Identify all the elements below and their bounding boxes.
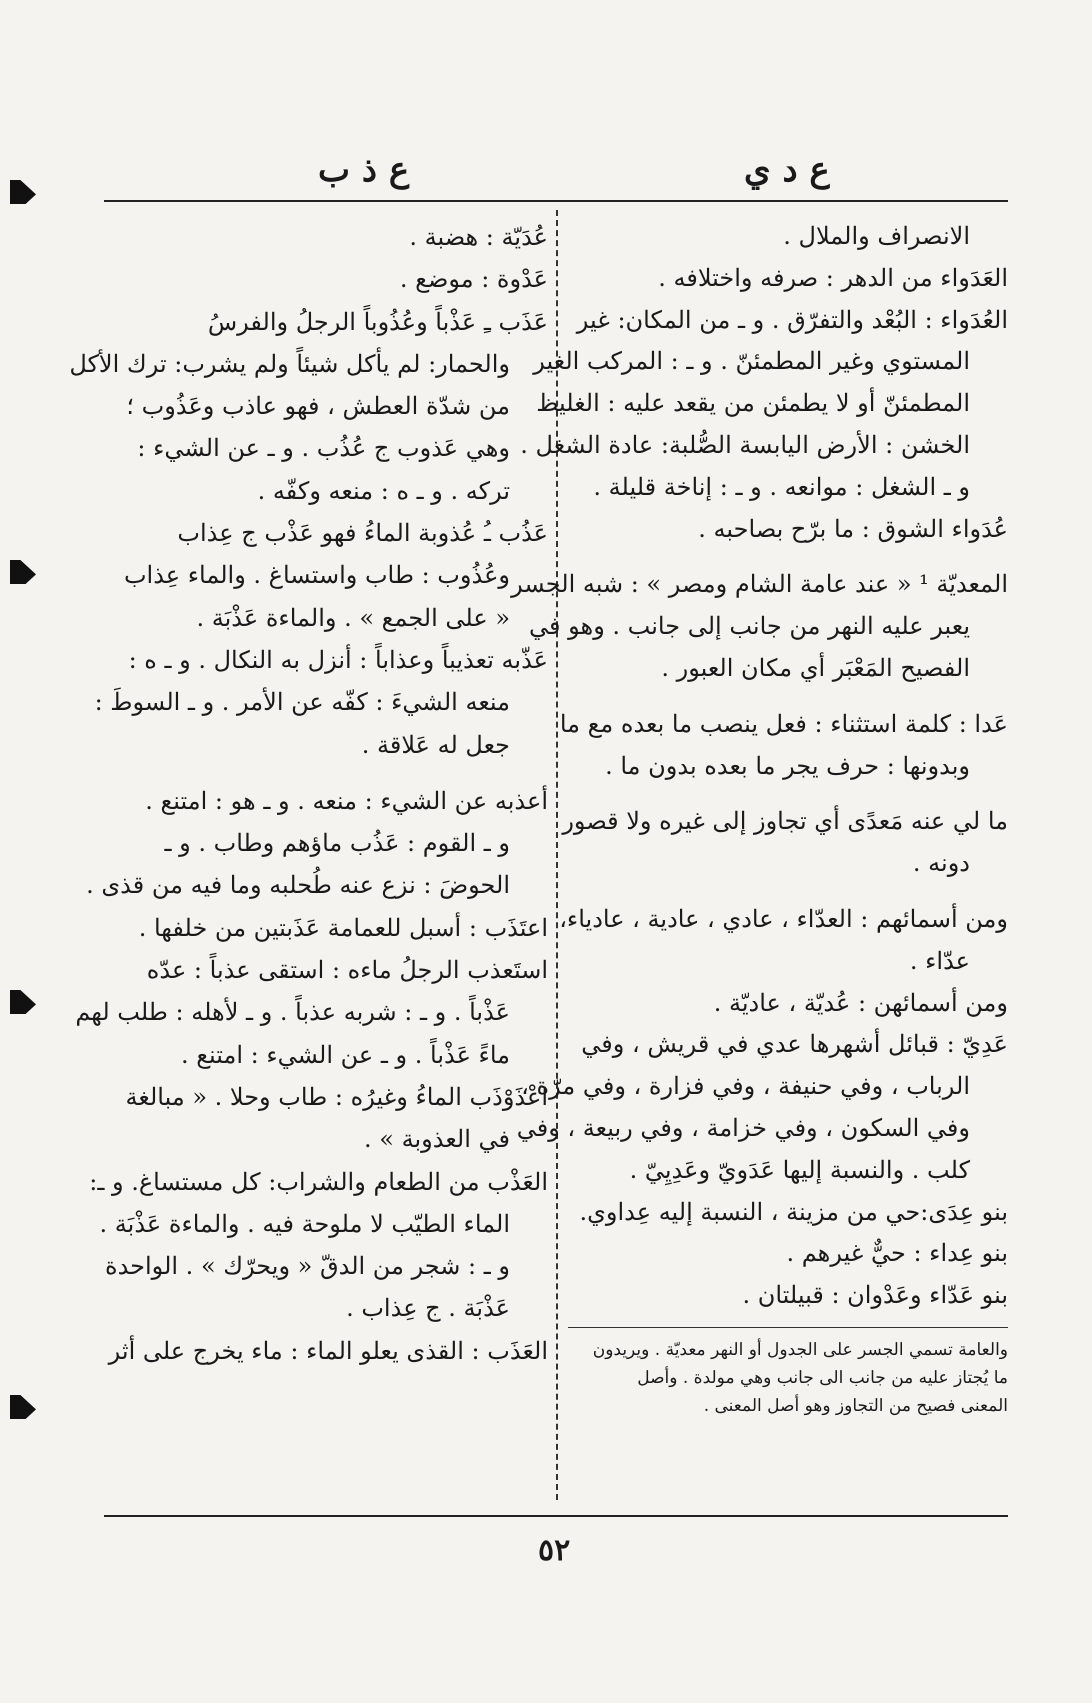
text-line: وعُذُوب : طاب واستساغ . والماء عِذاب (123, 561, 510, 590)
text-line: جعل له عَلاقة . (361, 730, 510, 759)
left-column (69, 216, 548, 1372)
text-line: المستوي وغير المطمئنّ . و ـ : المركب الغير (533, 347, 970, 376)
header-rule (104, 200, 1008, 202)
pointing-hand-icon (10, 990, 36, 1014)
text-line: يعبر عليه النهر من جانب إلى جانب . وهو في (529, 612, 970, 641)
text-line: العَذْب من الطعام والشراب: كل مستساغ. و ـ: (89, 1167, 548, 1196)
text-line: المطمئنّ أو لا يطمئن من يقعد عليه : الغليظ (536, 389, 970, 418)
text-line: عُدَيّة : هضبة . (409, 223, 548, 251)
text-line: عَدِيّ : قبائل أشهرها عدي في قريش ، وفي (581, 1030, 1008, 1059)
pointing-hand-icon (10, 560, 36, 584)
footer-rule (104, 1515, 1008, 1517)
text-line: منعه الشيءَ : كفّه عن الأمر . و ـ السوطَ : (94, 688, 510, 717)
page-number: ٥٢ (538, 1533, 571, 1568)
text-line: ومن أسمائهم : العدّاء ، عادي ، عادية ، عادياء، (559, 904, 1008, 933)
text-line: بنو عَدّاء وعَدْوان : قبيلتان . (742, 1281, 1008, 1310)
text-line: الماء الطيّب لا ملوحة فيه . والماءة عَذْبَة . (99, 1209, 510, 1238)
text-line: عدّاء . (909, 946, 970, 975)
paragraph-gap (104, 766, 548, 780)
text-line: و ـ : شجر من الدقّ « ويحرّك » . الواحدة (105, 1252, 510, 1281)
text-line: ماءً عَذْباً . و ـ عن الشيء : امتنع . (180, 1040, 510, 1069)
text-line: الانصراف والملال . (783, 222, 970, 250)
text-line: عُدَواء الشوق : ما برّح بصاحبه . (698, 514, 1008, 543)
text-line: وفي السكون ، وفي خزامة ، وفي ربيعة ، وفي (516, 1113, 970, 1142)
text-line: عَذَب ـِ عَذْباً وعُذُوباً الرجلُ والفرسُ (207, 307, 548, 336)
text-line: بنو عِدَى:حي من مزينة ، النسبة إليه عِداوي. (579, 1197, 1008, 1226)
text-line: اعتَذَب : أسبل للعمامة عَذَبتين من خلفها . (138, 913, 548, 942)
text-line: في العذوبة » . (364, 1125, 510, 1154)
text-line: عَذْبَة . ج عِذاب . (346, 1294, 510, 1323)
text-line: تركه . و ـ ه : منعه وكفّه . (257, 476, 510, 505)
pointing-hand-icon (10, 180, 36, 204)
text-line: والحمار: لم يأكل شيئاً ولم يشرب: ترك الأكل (69, 349, 510, 378)
text-line: عَذّبه تعذيباً وعذاباً : أنزل به النكال . و ـ ه : (128, 645, 548, 674)
text-line: عَذُب ـُ عُذوبة الماءُ فهو عَذْب ج عِذاب (177, 519, 548, 548)
paragraph-gap (568, 690, 1008, 704)
text-line: ومن أسمائهن : عُديّة ، عاديّة . (713, 988, 1008, 1017)
text-line: ما لي عنه مَعدًى أي تجاوز إلى غيره ولا قصور (562, 807, 1008, 836)
text-line: كلب . والنسبة إليها عَدَويّ وعَدِيِيّ . (629, 1155, 970, 1184)
text-line: المعديّة ¹ « عند عامة الشام ومصر » : شبه الجسر (511, 570, 1008, 599)
left-running-head: ع ذ ب (318, 150, 410, 190)
footnote-line: ما يُجتاز عليه من جانب الى جانب وهي مولدة . وأصل (637, 1367, 1008, 1388)
text-line: الرباب ، وفي حنيفة ، وفي فزارة ، وفي مرّة ، (521, 1072, 970, 1101)
text-line: الخشن : الأرض اليابسة الصُّلبة: عادة الشغل . (520, 430, 970, 459)
pointing-hand-icon (10, 1395, 36, 1419)
text-line: العُدَواء : البُعْد والتفرّق . و ـ من المكان: غير (576, 305, 1008, 334)
text-line: « على الجمع » . والماءة عَذْبَة . (196, 603, 510, 632)
text-line: دونه . (912, 849, 970, 878)
text-line: و ـ الشغل : موانعه . و ـ : إناخة قليلة . (593, 472, 970, 501)
paragraph-gap (568, 787, 1008, 801)
text-line: الحوضَ : نزع عنه طُحلبه وما فيه من قذى . (86, 871, 510, 900)
footnote-line: والعامة تسمي الجسر على الجدول أو النهر معديّة . ويريدون (592, 1339, 1008, 1360)
text-line: من شدّة العطش ، فهو عاذب وعَذُوب ؛ (126, 392, 510, 421)
right-column (511, 216, 1008, 1420)
text-line: عَذْباً . و ـ : شربه عذباً . و ـ لأهله : طلب لهم (75, 998, 510, 1027)
text-line: وهي عَذوب ج عُذُب . و ـ عن الشيء : (137, 434, 510, 463)
text-line: اعْذَوْذَب الماءُ وغيرُه : طاب وحلا . « مبالغة (125, 1082, 548, 1111)
text-line: استَعذب الرجلُ ماءه : استقى عذباً : عدّه (146, 956, 548, 985)
text-line: عَدا : كلمة استثناء : فعل ينصب ما بعده مع ما (559, 709, 1008, 738)
paragraph-gap (568, 885, 1008, 899)
paragraph-gap (568, 550, 1008, 564)
text-line: بنو عِداء : حيٌّ غيرهم . (786, 1239, 1008, 1268)
text-line: أعذبه عن الشيء : منعه . و ـ هو : امتنع . (145, 786, 548, 815)
text-line: العَدَواء من الدهر : صرفه واختلافه . (658, 263, 1008, 292)
text-line: و ـ القوم : عَذُب ماؤهم وطاب . و ـ (164, 829, 510, 858)
text-line: وبدونها : حرف يجر ما بعده بدون ما . (605, 751, 970, 780)
text-line: الفصيح المَعْبَر أي مكان العبور . (661, 653, 970, 682)
footnote-rule (568, 1327, 1008, 1328)
text-line: العَذَب : القذى يعلو الماء : ماء يخرج على أثر (108, 1336, 548, 1365)
text-line: عَدْوة : موضع . (399, 265, 548, 294)
footnote-line: المعنى فصيح من التجاوز وهو أصل المعنى . (703, 1395, 1008, 1416)
right-running-head: ع د ي (744, 150, 830, 190)
